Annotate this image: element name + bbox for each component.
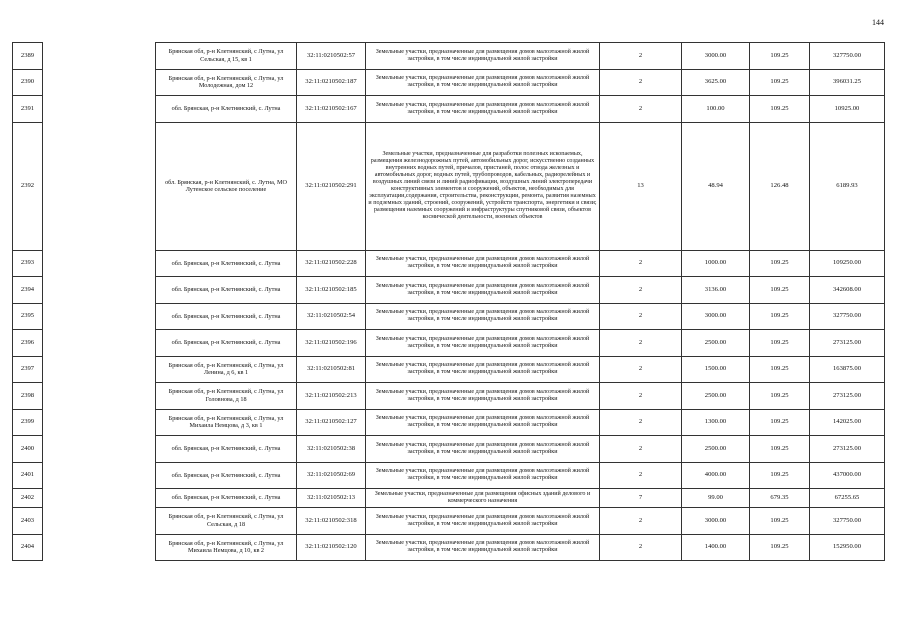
cell-address: Брянская обл, р-н Клетнянский, с Лутна, ул Молодежная, дом 12: [156, 69, 297, 96]
cell-permitted-use: Земельные участки, предназначенные для размещения домов малоэтажной жилой застройки, в том числе индивидуальной жилой застройки: [366, 277, 600, 304]
cell-area: 1500.00: [682, 356, 750, 383]
cell-group: 13: [600, 122, 682, 250]
cell-number: 2396: [13, 330, 43, 357]
cell-specific-value: 126.48: [750, 122, 810, 250]
cell-specific-value: 109.25: [750, 96, 810, 123]
cell-spacer: [43, 356, 156, 383]
cell-group: 2: [600, 409, 682, 436]
cell-specific-value: 109.25: [750, 69, 810, 96]
cell-cadastral-value: 273125.00: [810, 330, 885, 357]
cell-address: Брянская обл, р-н Клетнянский, с Лутна, ул Михаила Немцова, д 3, кв 1: [156, 409, 297, 436]
cell-cadastral-value: 142025.00: [810, 409, 885, 436]
cell-spacer: [43, 436, 156, 463]
cell-spacer: [43, 122, 156, 250]
cell-address: обл. Брянская, р-н Клетнянский, с. Лутна: [156, 462, 297, 489]
table-row: [13, 69, 885, 96]
table-row: [13, 96, 885, 123]
cell-number: 2400: [13, 436, 43, 463]
cell-specific-value: 109.25: [750, 383, 810, 410]
cell-permitted-use: Земельные участки, предназначенные для размещения домов малоэтажной жилой застройки, в том числе индивидуальной жилой застройки: [366, 43, 600, 70]
cell-cadastral-value: 109250.00: [810, 250, 885, 277]
cell-number: 2389: [13, 43, 43, 70]
cell-permitted-use: Земельные участки, предназначенные для размещения домов малоэтажной жилой застройки, в том числе индивидуальной жилой застройки: [366, 303, 600, 330]
cell-cadastral-value: 152950.00: [810, 534, 885, 561]
cell-specific-value: 679.35: [750, 489, 810, 508]
cell-area: 3000.00: [682, 303, 750, 330]
cell-permitted-use: Земельные участки, предназначенные для размещения домов малоэтажной жилой застройки, в том числе индивидуальной жилой застройки: [366, 409, 600, 436]
table-row: [13, 277, 885, 304]
table-row: [13, 356, 885, 383]
cell-group: 2: [600, 277, 682, 304]
table-row: [13, 303, 885, 330]
table-row: [13, 250, 885, 277]
cell-cadastral-number: 32:11:0210502:213: [297, 383, 366, 410]
cell-cadastral-value: 396031.25: [810, 69, 885, 96]
cell-specific-value: 109.25: [750, 436, 810, 463]
cell-cadastral-number: 32:11:0210502:187: [297, 69, 366, 96]
cell-permitted-use: Земельные участки, предназначенные для размещения домов малоэтажной жилой застройки, в том числе индивидуальной жилой застройки: [366, 330, 600, 357]
table-row: [13, 383, 885, 410]
cell-number: 2390: [13, 69, 43, 96]
cell-cadastral-number: 32:11:0210502:185: [297, 277, 366, 304]
cell-area: 2500.00: [682, 383, 750, 410]
cell-cadastral-value: 327750.00: [810, 303, 885, 330]
cell-spacer: [43, 534, 156, 561]
cell-cadastral-number: 32:11:0210502:120: [297, 534, 366, 561]
cell-spacer: [43, 250, 156, 277]
cell-permitted-use: Земельные участки, предназначенные для размещения домов малоэтажной жилой застройки, в том числе индивидуальной жилой застройки: [366, 96, 600, 123]
cell-cadastral-number: 32:11:0210502:69: [297, 462, 366, 489]
cell-number: 2391: [13, 96, 43, 123]
cell-cadastral-value: 6189.93: [810, 122, 885, 250]
cell-group: 7: [600, 489, 682, 508]
cell-spacer: [43, 277, 156, 304]
cell-permitted-use: Земельные участки, предназначенные для размещения домов малоэтажной жилой застройки, в том числе индивидуальной жилой застройки: [366, 534, 600, 561]
cell-group: 2: [600, 508, 682, 535]
cell-number: 2393: [13, 250, 43, 277]
cell-number: 2403: [13, 508, 43, 535]
cell-cadastral-number: 32:11:0210502:291: [297, 122, 366, 250]
cell-spacer: [43, 96, 156, 123]
cell-cadastral-number: 32:11:0210502:54: [297, 303, 366, 330]
table-row: [13, 534, 885, 561]
cell-number: 2398: [13, 383, 43, 410]
cell-group: 2: [600, 462, 682, 489]
cell-specific-value: 109.25: [750, 43, 810, 70]
cell-number: 2404: [13, 534, 43, 561]
cell-number: 2395: [13, 303, 43, 330]
cell-specific-value: 109.25: [750, 330, 810, 357]
cell-address: обл. Брянская, р-н Клетнянский, с. Лутна: [156, 303, 297, 330]
cell-address: обл. Брянская, р-н Клетнянский, с. Лутна: [156, 250, 297, 277]
cell-permitted-use: Земельные участки, предназначенные для размещения домов малоэтажной жилой застройки, в том числе индивидуальной жилой застройки: [366, 508, 600, 535]
cell-group: 2: [600, 330, 682, 357]
cell-group: 2: [600, 383, 682, 410]
table-row: [13, 489, 885, 508]
cell-spacer: [43, 330, 156, 357]
table-row: [13, 508, 885, 535]
cell-cadastral-value: 273125.00: [810, 436, 885, 463]
cell-number: 2394: [13, 277, 43, 304]
cell-group: 2: [600, 250, 682, 277]
cell-permitted-use: Земельные участки, предназначенные для размещения домов малоэтажной жилой застройки, в том числе индивидуальной жилой застройки: [366, 436, 600, 463]
cell-number: 2402: [13, 489, 43, 508]
cell-address: Брянская обл, р-н Клетнянский, с Лутна, ул Сельская, д 18: [156, 508, 297, 535]
cell-number: 2392: [13, 122, 43, 250]
cell-cadastral-value: 342608.00: [810, 277, 885, 304]
cell-cadastral-number: 32:11:0210502:38: [297, 436, 366, 463]
cell-specific-value: 109.25: [750, 356, 810, 383]
cell-area: 99.00: [682, 489, 750, 508]
cell-address: обл. Брянская, р-н Клетнянский, с. Лутна: [156, 277, 297, 304]
cell-group: 2: [600, 96, 682, 123]
cell-area: 48.94: [682, 122, 750, 250]
cell-cadastral-number: 32:11:0210502:167: [297, 96, 366, 123]
cell-address: обл. Брянская, р-н Клетнянский, с. Лутна: [156, 436, 297, 463]
cell-cadastral-value: 327750.00: [810, 43, 885, 70]
cell-cadastral-value: 67255.65: [810, 489, 885, 508]
cell-spacer: [43, 303, 156, 330]
cell-area: 2500.00: [682, 436, 750, 463]
cell-permitted-use: Земельные участки, предназначенные для размещения домов малоэтажной жилой застройки, в том числе индивидуальной жилой застройки: [366, 383, 600, 410]
cell-address: обл. Брянская, р-н Клетнянский, с. Лутна: [156, 489, 297, 508]
table-row: [13, 409, 885, 436]
cell-group: 2: [600, 436, 682, 463]
cell-spacer: [43, 409, 156, 436]
cell-group: 2: [600, 356, 682, 383]
cell-area: 3000.00: [682, 508, 750, 535]
cell-area: 3136.00: [682, 277, 750, 304]
cell-spacer: [43, 462, 156, 489]
table-row: [13, 436, 885, 463]
cell-permitted-use: Земельные участки, предназначенные для размещения домов малоэтажной жилой застройки, в том числе индивидуальной жилой застройки: [366, 356, 600, 383]
cell-specific-value: 109.25: [750, 508, 810, 535]
cell-permitted-use: Земельные участки, предназначенные для размещения домов малоэтажной жилой застройки, в том числе индивидуальной жилой застройки: [366, 69, 600, 96]
cell-cadastral-number: 32:11:0210502:57: [297, 43, 366, 70]
cell-cadastral-value: 10925.00: [810, 96, 885, 123]
cell-cadastral-value: 163875.00: [810, 356, 885, 383]
cell-group: 2: [600, 43, 682, 70]
cell-spacer: [43, 489, 156, 508]
cell-cadastral-value: 327750.00: [810, 508, 885, 535]
cell-cadastral-value: 437000.00: [810, 462, 885, 489]
cell-specific-value: 109.25: [750, 250, 810, 277]
cell-cadastral-number: 32:11:0210502:127: [297, 409, 366, 436]
cell-number: 2399: [13, 409, 43, 436]
cell-area: 3625.00: [682, 69, 750, 96]
table-row: [13, 43, 885, 70]
cell-group: 2: [600, 534, 682, 561]
cell-area: 100.00: [682, 96, 750, 123]
cell-area: 1400.00: [682, 534, 750, 561]
cell-specific-value: 109.25: [750, 534, 810, 561]
cell-cadastral-number: 32:11:0210502:228: [297, 250, 366, 277]
cell-address: Брянская обл, р-н Клетнянский, с Лутна, ул Михаила Немцова, д 10, кв 2: [156, 534, 297, 561]
cell-permitted-use: Земельные участки, предназначенные для размещения офисных зданий делового и коммерческого назначения: [366, 489, 600, 508]
cell-address: Брянская обл, р-н Клетнянский, с Лутна, ул Сельская, д 15, кв 1: [156, 43, 297, 70]
cell-group: 2: [600, 69, 682, 96]
cell-address: Брянская обл, р-н Клетнянский, с Лутна, ул Ленина, д 6, кв 1: [156, 356, 297, 383]
cell-spacer: [43, 383, 156, 410]
cell-cadastral-number: 32:11:0210502:318: [297, 508, 366, 535]
page-number: 144: [872, 18, 884, 27]
cell-spacer: [43, 508, 156, 535]
cell-address: обл. Брянская, р-н Клетнянский, с. Лутна, МО Лутенское сельское поселение: [156, 122, 297, 250]
cell-number: 2401: [13, 462, 43, 489]
cell-address: обл. Брянская, р-н Клетнянский, с. Лутна: [156, 330, 297, 357]
cell-cadastral-number: 32:11:0210502:81: [297, 356, 366, 383]
cell-specific-value: 109.25: [750, 409, 810, 436]
cell-cadastral-number: 32:11:0210502:196: [297, 330, 366, 357]
cadastral-value-table: [12, 42, 885, 561]
cell-address: обл. Брянская, р-н Клетнянский, с. Лутна: [156, 96, 297, 123]
cell-specific-value: 109.25: [750, 277, 810, 304]
cell-group: 2: [600, 303, 682, 330]
cell-cadastral-number: 32:11:0210502:13: [297, 489, 366, 508]
cell-cadastral-value: 273125.00: [810, 383, 885, 410]
cell-specific-value: 109.25: [750, 303, 810, 330]
table-row: [13, 462, 885, 489]
cell-permitted-use: Земельные участки, предназначенные для размещения домов малоэтажной жилой застройки, в том числе индивидуальной жилой застройки: [366, 250, 600, 277]
cell-area: 4000.00: [682, 462, 750, 489]
table-row: [13, 330, 885, 357]
cell-permitted-use: Земельные участки, предназначенные для разработки полезных ископаемых, размещения железнодорожных путей, автомобильных дорог, искусственно созданных внутренних водных путей, причалов, пристаней, полос отвода железных и автомобильных дорог, водных путей, трубопроводов, кабельных, радиорелейных и воздушных линий связи и линий радиофикации, воздушных линий электропередачи конструктивных элементов и сооружений, объектов, необходимых для эксплуатации,содержания, строительства, реконструкции, ремонта, развития наземных и подземных зданий, строений, сооружений, устройств транспорта, энергетики и связи; размещения наземных сооружений и инфраструктуры спутниковой связи, объектов космической деятельности, военных объектов: [366, 122, 600, 250]
cell-area: 1300.00: [682, 409, 750, 436]
cell-address: Брянская обл, р-н Клетнянский, с Лутна, ул Головнова, д 18: [156, 383, 297, 410]
cell-specific-value: 109.25: [750, 462, 810, 489]
cell-area: 2500.00: [682, 330, 750, 357]
cell-area: 3000.00: [682, 43, 750, 70]
table-row: [13, 122, 885, 250]
cell-spacer: [43, 43, 156, 70]
cell-permitted-use: Земельные участки, предназначенные для размещения домов малоэтажной жилой застройки, в том числе индивидуальной жилой застройки: [366, 462, 600, 489]
cell-spacer: [43, 69, 156, 96]
cell-number: 2397: [13, 356, 43, 383]
cell-area: 1000.00: [682, 250, 750, 277]
